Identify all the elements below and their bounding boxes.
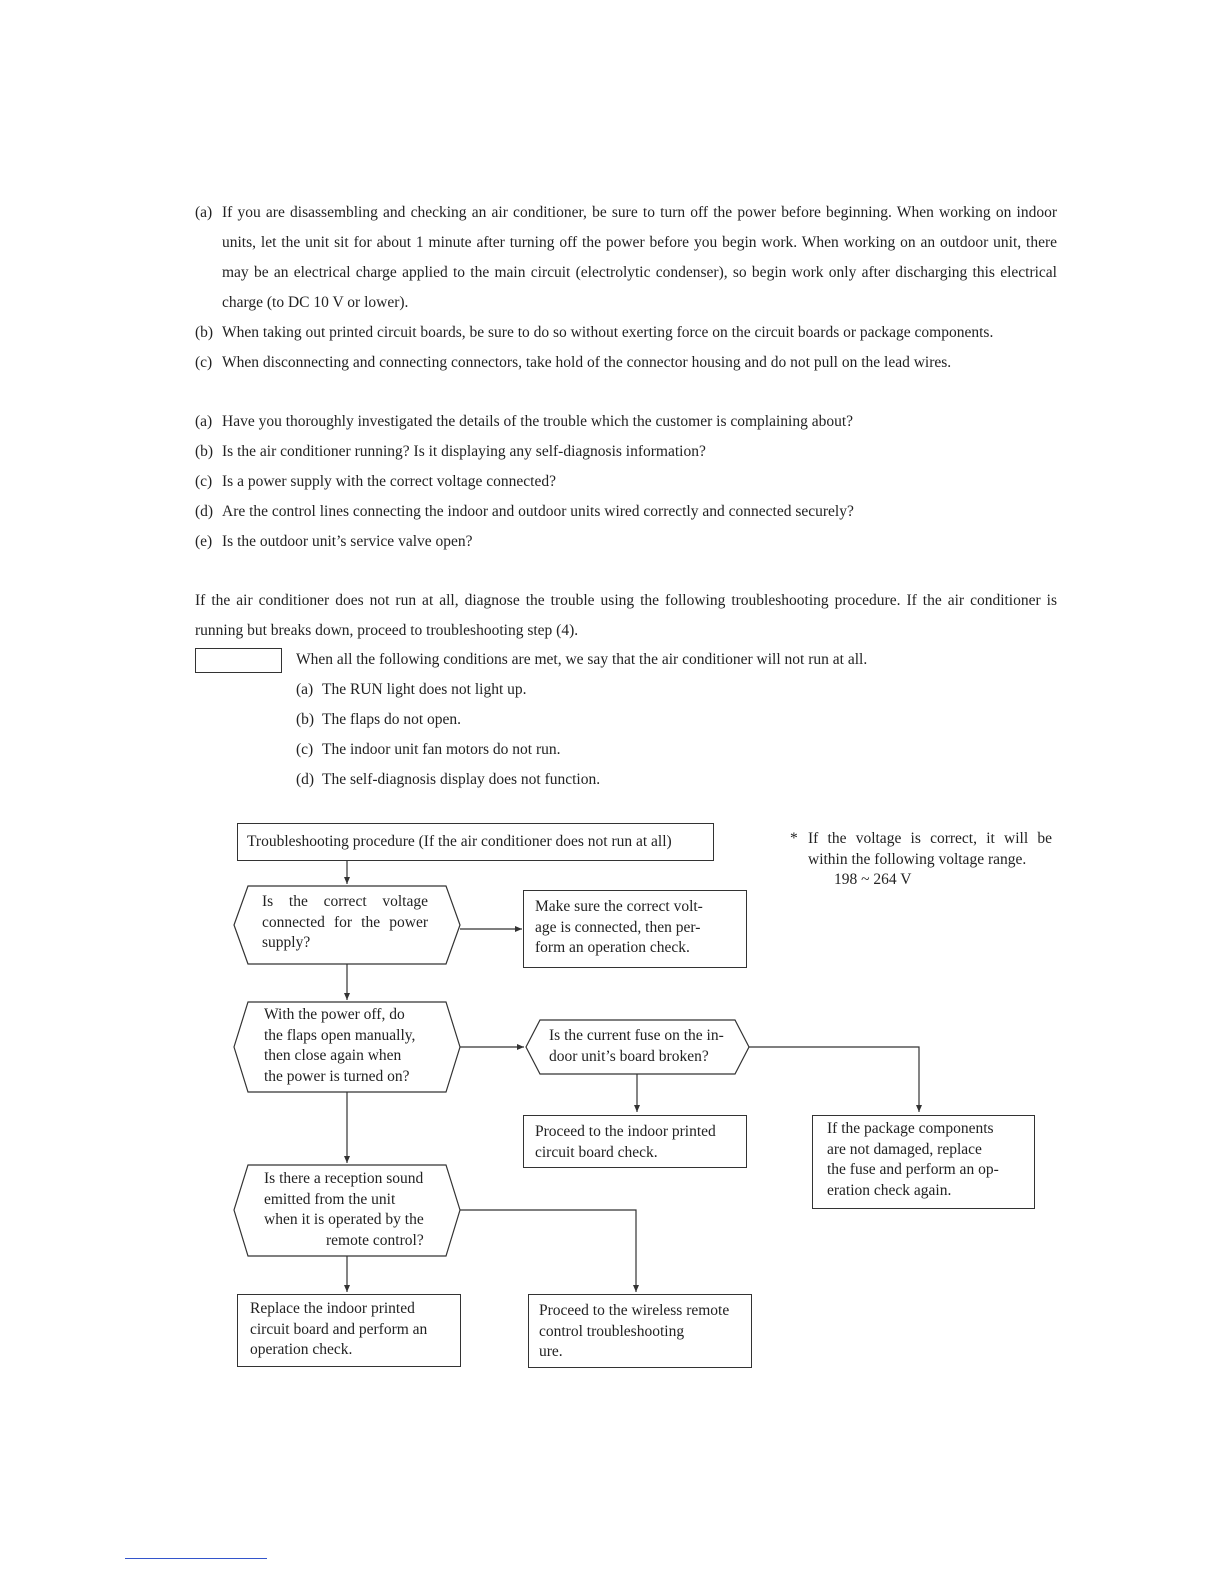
arrow-fuse-to-replace xyxy=(749,1047,919,1112)
item-label: (e) xyxy=(195,533,213,550)
wireless-remote-line: ure. xyxy=(539,1343,563,1360)
indoor-board-check-line: circuit board check. xyxy=(535,1143,658,1161)
fuse-question-line: Is the current fuse on the in- xyxy=(549,1027,724,1044)
voltage-action-line: Make sure the correct volt- xyxy=(535,898,703,915)
item-text: The self-diagnosis display does not function. xyxy=(322,771,601,788)
flaps-question-line: the power is turned on? xyxy=(264,1067,410,1085)
item-text: Is the air conditioner running? Is it displaying any self-diagnosis information? xyxy=(222,443,706,460)
item-label: (a) xyxy=(195,413,213,430)
indoor-board-check-line: Proceed to the indoor printed xyxy=(535,1123,716,1140)
item-text: Have you thoroughly investigated the details of the trouble which the customer is complaining about? xyxy=(222,413,854,430)
item-label: (d) xyxy=(296,771,315,788)
item-text: The indoor unit fan motors do not run. xyxy=(322,741,561,758)
item-label: (a) xyxy=(195,204,213,221)
replace-fuse-box xyxy=(812,1115,1035,1209)
voltage-action-line: age is connected, then per- xyxy=(535,918,701,936)
flaps-question-line: the flaps open manually, xyxy=(264,1026,416,1044)
item-text: When taking out printed circuit boards, be sure to do so without exerting force on the circuit boards or package components. xyxy=(222,324,994,341)
voltage-question: Is the correct voltage connected for the power supply? xyxy=(262,893,428,951)
reception-question-line: when it is operated by the xyxy=(264,1211,424,1228)
intro-paragraph: If the air conditioner does not run at all, diagnose the trouble using the following troubleshooting procedure. If the air conditioner is running but breaks down, proceed to troubleshooting step (4). xyxy=(195,592,1057,639)
replace-board-line: operation check. xyxy=(250,1341,353,1358)
reception-question-line: remote control? xyxy=(326,1231,424,1249)
wireless-remote-line: Proceed to the wireless remote xyxy=(539,1302,730,1319)
reception-question-line: Is there a reception sound xyxy=(264,1170,424,1187)
item-text: Are the control lines connecting the indoor and outdoor units wired correctly and connected securely? xyxy=(222,503,854,520)
item-label: (d) xyxy=(195,503,214,520)
flaps-question xyxy=(264,1005,434,1087)
item-label: (b) xyxy=(195,443,214,460)
footer-rule xyxy=(125,1558,267,1559)
replace-fuse-line: If the package components xyxy=(827,1120,994,1137)
replace-fuse-line: are not damaged, replace xyxy=(827,1140,982,1158)
voltage-action-line: form an operation check. xyxy=(535,939,690,956)
note-asterisk: * xyxy=(790,830,798,847)
item-label: (c) xyxy=(195,473,213,490)
replace-fuse-line: eration check again. xyxy=(827,1181,952,1199)
conditions-intro: When all the following conditions are met, we say that the air conditioner will not run at all. xyxy=(296,651,868,668)
indoor-board-check-box xyxy=(523,1115,747,1168)
flaps-question-line: then close again when xyxy=(264,1047,402,1064)
flowchart-title xyxy=(237,823,714,861)
item-label: (b) xyxy=(195,324,214,341)
item-text: Is the outdoor unit’s service valve open? xyxy=(222,533,473,550)
fuse-question-line: door unit’s board broken? xyxy=(549,1047,709,1065)
item-label: (c) xyxy=(195,354,213,371)
item-label: (a) xyxy=(296,681,314,698)
item-text: The flaps do not open. xyxy=(322,711,462,728)
note-voltage-range: 198 ~ 264 V xyxy=(834,871,912,888)
wireless-remote-box xyxy=(528,1294,752,1368)
reception-question-line: emitted from the unit xyxy=(264,1190,396,1208)
replace-board-line: circuit board and perform an xyxy=(250,1320,428,1338)
arrow-reception-to-wireless xyxy=(460,1210,636,1292)
voltage-note xyxy=(790,829,1052,891)
item-text: Is a power supply with the correct voltage connected? xyxy=(222,473,556,490)
voltage-action-box xyxy=(523,890,747,968)
replace-fuse-line: the fuse and perform an op- xyxy=(827,1161,999,1178)
wireless-remote-line: control troubleshooting xyxy=(539,1322,685,1340)
item-label: (b) xyxy=(296,711,315,728)
item-text: If you are disassembling and checking an air conditioner, be sure to turn off the power before beginning. When working on indoor units, let the unit sit for about 1 minute after turning off the power before you begin work. When working on an outdoor unit, there may be an electrical charge applied to the main circuit (electrolytic condenser), so begin work only after discharging this electrical charge (to DC 10 V or lower). xyxy=(222,204,1057,311)
item-text: When disconnecting and connecting connectors, take hold of the connector housing and do not pull on the lead wires. xyxy=(222,354,952,371)
replace-board-box xyxy=(237,1294,461,1367)
flaps-question-line: With the power off, do xyxy=(264,1006,405,1023)
flowchart-title-text: Troubleshooting procedure (If the air conditioner does not run at all) xyxy=(247,833,672,850)
replace-board-line: Replace the indoor printed xyxy=(250,1300,415,1317)
note-text: If the voltage is correct, it will be within the following voltage range. xyxy=(808,830,1052,868)
fuse-question xyxy=(549,1026,739,1067)
item-text: The RUN light does not light up. xyxy=(322,681,527,698)
reception-question xyxy=(264,1169,444,1251)
item-label: (c) xyxy=(296,741,314,758)
